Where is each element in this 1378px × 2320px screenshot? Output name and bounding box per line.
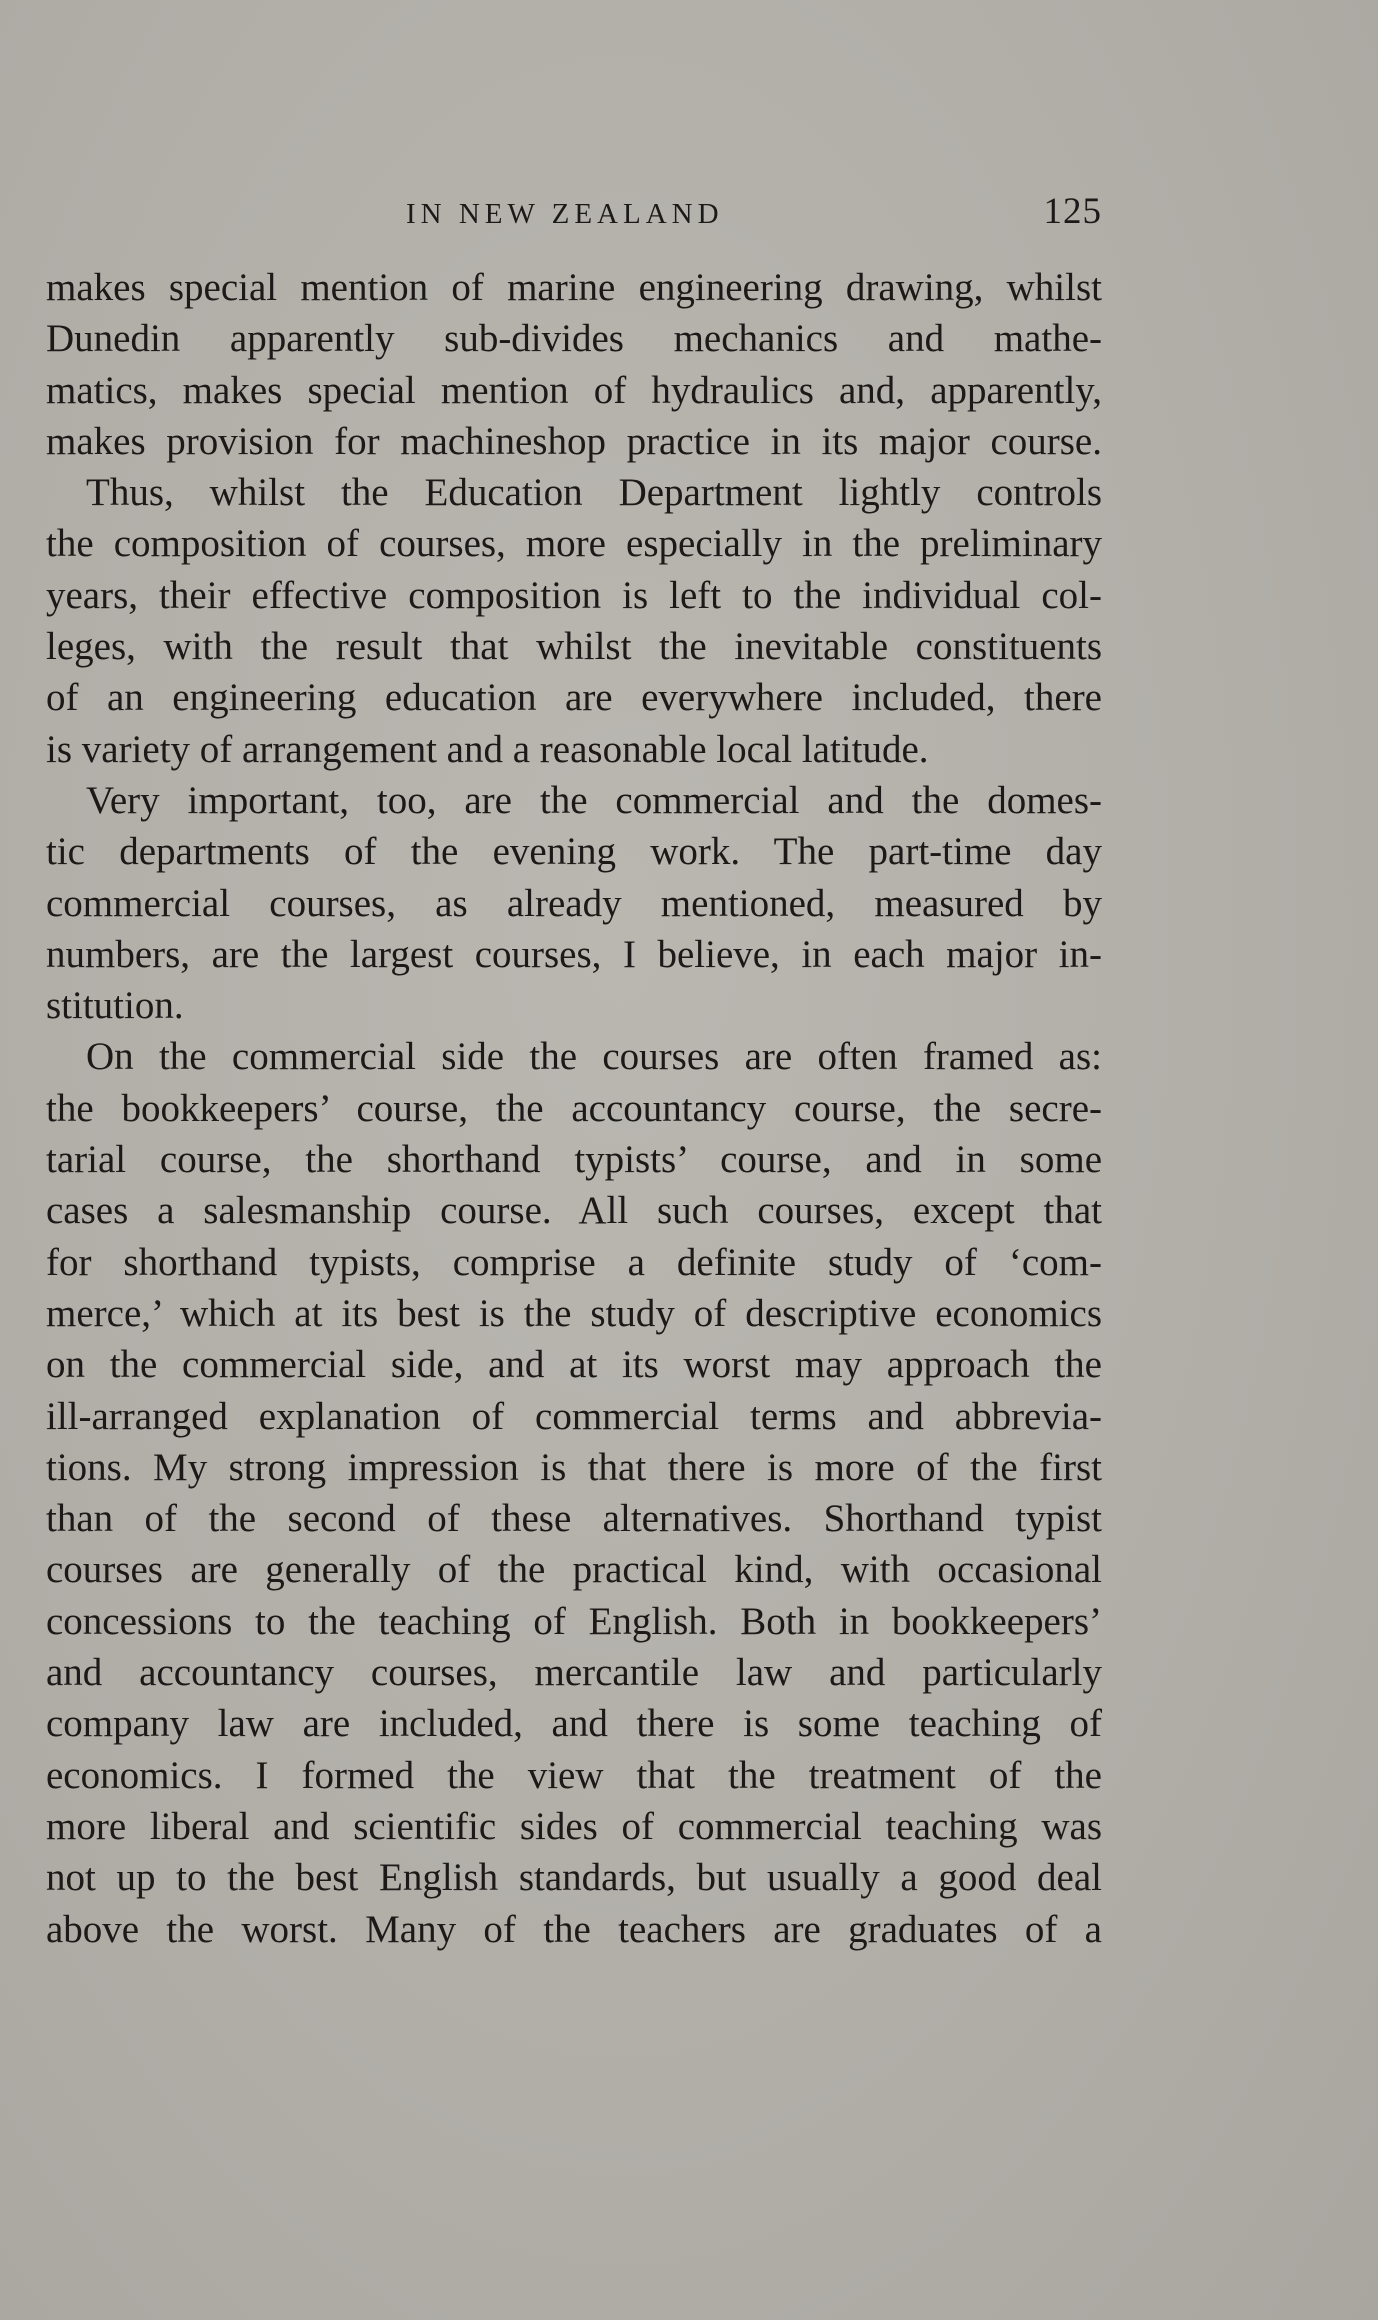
text-line: commercial courses, as already mentioned, measured by xyxy=(46,881,1102,925)
paragraph-2 xyxy=(46,467,1102,775)
text-line: than of the second of these alternatives. Shorthand typist xyxy=(46,1497,1102,1541)
text-line: tarial course, the shorthand typists’ course, and in some xyxy=(46,1138,1102,1182)
body-text xyxy=(46,262,1102,1955)
text-line: matics, makes special mention of hydraulics and, apparently, xyxy=(46,368,1102,412)
text-line: the composition of courses, more especially in the preliminary xyxy=(46,522,1102,566)
text-line: On the commercial side the courses are often framed as: xyxy=(86,1035,1102,1079)
text-line: merce,’ which at its best is the study of descriptive economics xyxy=(46,1291,1102,1335)
text-line: is variety of arrangement and a reasonable local latitude. xyxy=(46,727,929,771)
text-line: stitution. xyxy=(46,984,184,1028)
text-line: cases a salesmanship course. All such courses, except that xyxy=(46,1189,1102,1233)
text-line: numbers, are the largest courses, I believe, in each major in- xyxy=(46,932,1102,976)
book-page xyxy=(46,0,1102,2320)
text-line: company law are included, and there is some teaching of xyxy=(46,1702,1102,1746)
text-line: Thus, whilst the Education Department lightly controls xyxy=(86,471,1102,515)
text-line: years, their effective composition is left to the individual col- xyxy=(46,573,1102,617)
text-line: tions. My strong impression is that there is more of the first xyxy=(46,1445,1102,1489)
text-line: tic departments of the evening work. The part-time day xyxy=(46,830,1102,874)
text-line: makes special mention of marine engineering drawing, whilst xyxy=(46,266,1102,309)
paragraph-1 xyxy=(46,262,1102,467)
running-head xyxy=(46,192,1102,236)
text-line: the bookkeepers’ course, the accountancy course, the secre- xyxy=(46,1086,1102,1130)
text-line: makes provision for machineshop practice in its major course. xyxy=(46,419,1102,463)
text-line: leges, with the result that whilst the inevitable constituents xyxy=(46,625,1102,669)
text-line: Very important, too, are the commercial and the domes- xyxy=(86,778,1102,822)
running-title: IN NEW ZEALAND xyxy=(406,198,724,230)
text-line: of an engineering education are everywhere included, there xyxy=(46,676,1102,720)
text-line: courses are generally of the practical kind, with occasional xyxy=(46,1548,1102,1592)
text-line: Dunedin apparently sub-divides mechanics and mathe- xyxy=(46,317,1102,361)
text-line: more liberal and scientific sides of commercial teaching was xyxy=(46,1804,1102,1848)
paragraph-3 xyxy=(46,775,1102,1031)
paragraph-4 xyxy=(46,1031,1102,1954)
text-line: on the commercial side, and at its worst may approach the xyxy=(46,1343,1102,1387)
text-line: concessions to the teaching of English. Both in bookkeepers’ xyxy=(46,1599,1102,1643)
text-line: ill-arranged explanation of commercial terms and abbrevia- xyxy=(46,1394,1102,1438)
text-line: above the worst. Many of the teachers are graduates of a xyxy=(46,1907,1102,1951)
text-line: economics. I formed the view that the treatment of the xyxy=(46,1753,1102,1797)
text-line: and accountancy courses, mercantile law and particularly xyxy=(46,1651,1102,1695)
text-line: for shorthand typists, comprise a definite study of ‘com- xyxy=(46,1240,1102,1284)
text-line: not up to the best English standards, but usually a good deal xyxy=(46,1856,1102,1900)
page-number: 125 xyxy=(1043,191,1102,232)
